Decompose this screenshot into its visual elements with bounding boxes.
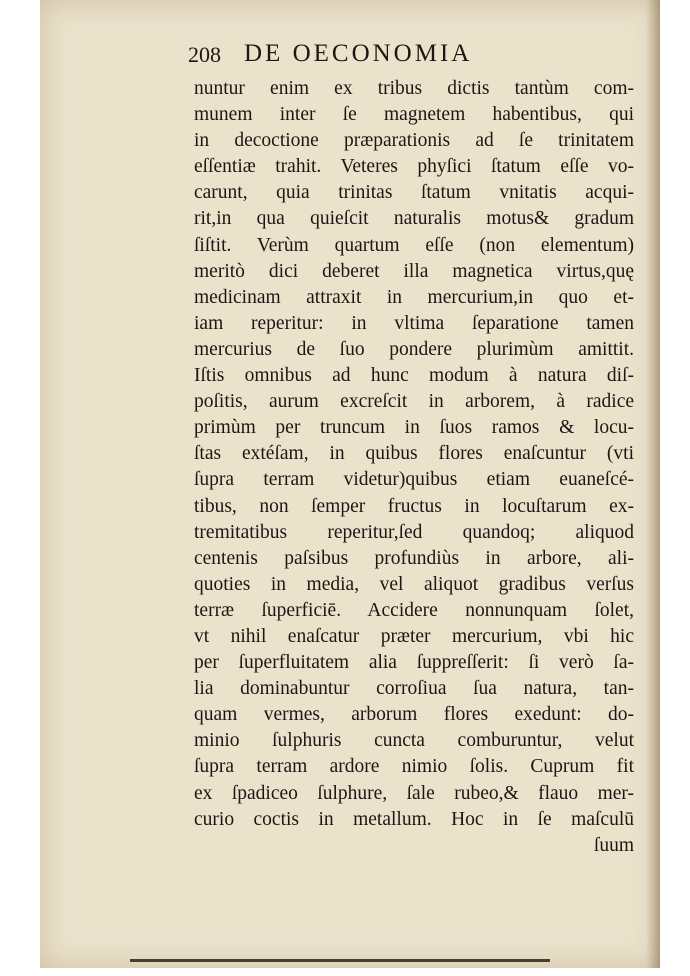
- text-line: terræ ſuperficiē. Accidere nonnunquam ſolet,: [194, 599, 634, 621]
- text-line: mercurius de ſuo pondere plurimùm amittit.: [194, 338, 634, 360]
- text-line: ſiſtit. Verùm quartum eſſe (non elementum): [194, 234, 634, 256]
- text-line: ſtas extéſam, in quibus flores enaſcuntur (vti: [194, 443, 634, 465]
- book-page: [40, 0, 660, 968]
- text-line: primùm per truncum in ſuos ramos & locu-: [194, 417, 634, 439]
- text-line: quam vermes, arborum flores exedunt: do-: [194, 704, 634, 726]
- text-line: munem inter ſe magnetem habentibus, qui: [194, 104, 634, 126]
- text-line: quoties in media, vel aliquot gradibus verſus: [194, 573, 634, 595]
- text-line: Iſtis omnibus ad hunc modum à natura diſ-: [194, 365, 634, 387]
- text-line: lia dominabuntur corroſiua ſua natura, tan-: [194, 678, 634, 700]
- bottom-edge-shadow: [130, 959, 550, 962]
- text-line: vt nihil enaſcatur præter mercurium, vbi hic: [194, 625, 634, 647]
- text-line: minio ſulphuris cuncta comburuntur, velut: [194, 730, 634, 752]
- text-line: rit,in qua quieſcit naturalis motus& gradum: [194, 208, 634, 230]
- page-edge-shadow: [646, 0, 660, 968]
- text-line: per ſuperfluitatem alia ſuppreſſerit: ſi verò ſa-: [194, 652, 634, 674]
- text-line: tibus, non ſemper fructus in locuſtarum ex-: [194, 495, 634, 517]
- page-number: 208: [188, 42, 221, 67]
- text-line: medicinam attraxit in mercurium,in quo et-: [194, 286, 634, 308]
- text-line: ex ſpadiceo ſulphure, ſale rubeo,& flauo mer-: [194, 782, 634, 804]
- running-head: [188, 40, 608, 70]
- text-line: nuntur enim ex tribus dictis tantùm com-: [194, 78, 634, 99]
- text-line: centenis paſsibus profundiùs in arbore, ali-: [194, 547, 634, 569]
- text-line: in decoctione præparationis ad ſe trinitatem: [194, 130, 634, 152]
- text-line: eſſentiæ trahit. Veteres phyſici ſtatum eſſe vo-: [194, 156, 634, 178]
- text-line: meritò dici deberet illa magnetica virtus,quę: [194, 260, 634, 282]
- catchword: ſuum: [593, 834, 634, 856]
- text-line: poſitis, aurum excreſcit in arborem, à radice: [194, 391, 634, 413]
- text-line: tremitatibus reperitur,ſed quandoq; aliquod: [194, 521, 634, 543]
- body-text: [194, 76, 634, 859]
- text-line: curio coctis in metallum. Hoc in ſe maſculū: [194, 808, 634, 830]
- text-line: ſupra terram videtur)quibus etiam euaneſcé-: [194, 469, 634, 491]
- text-line: carunt, quia trinitas ſtatum vnitatis acqui-: [194, 182, 634, 204]
- text-line: ſupra terram ardore nimio ſolis. Cuprum fit: [194, 756, 634, 778]
- running-title: DE OECONOMIA: [244, 40, 473, 67]
- text-line: iam reperitur: in vltima ſeparatione tamen: [194, 312, 634, 334]
